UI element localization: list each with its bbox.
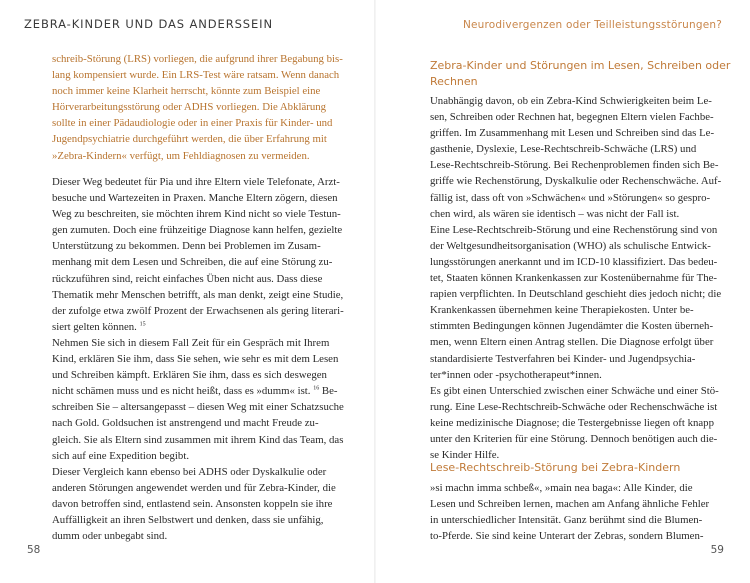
text-line: chen wird, als wären sie identisch – was nicht der Fall ist. xyxy=(430,207,680,220)
text-line: Jugendpsychiatrie durchgeführt werden, die über Erfahrung mit xyxy=(52,133,327,146)
text-line: nicht schämen muss und es nicht heißt, dass es »dumm« ist. $^{16}$ Be- xyxy=(52,385,338,398)
text-line: keine medizinische Diagnose; die Testergebnisse liegen oft knapp xyxy=(430,416,714,429)
text-line: to-Pferde. Sie sind keine Unterart der Zebras, sondern Blumen- xyxy=(430,530,704,543)
text-line: sen, Schreiben oder Rechnen hat, begegnen Eltern vielen Fachbe- xyxy=(430,111,714,124)
text-line: gen zumuten. Doch eine frühzeitige Diagnose kann helfen, gezielte xyxy=(52,224,343,237)
text-line: rückzuführen sind, reicht einfaches Üben nicht aus. Dass diese xyxy=(52,272,323,285)
text-line: stimmten Bedingungen können Jugendämter die Kosten überneh- xyxy=(430,320,714,333)
text-line: in unterschiedlicher Intensität. Ganz berühmt sind die Blumen- xyxy=(430,514,703,527)
text-line: »si machn imma schbeß«, »main nea baga«: Alle Kinder, die xyxy=(430,482,693,494)
body-text-left xyxy=(52,174,344,544)
text-line: schreiben Sie – altersangepasst – diesen Weg mit einer Schatzsuche xyxy=(52,401,344,414)
text-line: noch immer keine Klarheit herrscht, könnte zum Beispiel eine xyxy=(52,85,321,98)
text-line: und Schreiben kämpft. Erklären Sie ihm, dass es sich deswegen xyxy=(52,369,327,382)
text-line: lang kompensiert wurde. Ein LRS-Test wäre ratsam. Wenn danach xyxy=(52,69,340,82)
text-line: dumm oder unbegabt sind. xyxy=(52,530,168,543)
text-line: griffen. Im Zusammenhang mit Lesen und Schreiben sind das Le- xyxy=(430,127,715,140)
text-line: »Zebra-Kindern« verfügt, um Fehldiagnosen zu vermeiden. xyxy=(52,149,310,162)
text-line: Auffälligkeit an ihren Selbstwert und denken, dass sie unfähig, xyxy=(52,513,324,526)
page-number-right: 59 xyxy=(710,544,724,556)
text-line: siert gelten können. $^{15}$ xyxy=(52,320,146,333)
text-line: rung. Eine Lese-Rechtschreib-Schwäche oder Rechenschwäche ist xyxy=(430,400,718,413)
text-line: Dieser Vergleich kann ebenso bei ADHS oder Dyskalkulie oder xyxy=(52,465,327,478)
text-line: Unabhängig davon, ob ein Zebra-Kind Schwierigkeiten beim Le- xyxy=(430,95,712,107)
text-line: Dieser Weg bedeutet für Pia und ihre Eltern viele Telefonate, Arzt- xyxy=(52,176,340,188)
text-line: Nehmen Sie sich in diesem Fall Zeit für ein Gespräch mit Ihrem xyxy=(52,336,330,349)
text-line: menhang mit dem Lesen und Schreiben, die auf eine Störung zu- xyxy=(52,256,333,269)
text-line: sich auf eine Expedition begibt. xyxy=(52,449,190,462)
running-header-right: Neurodivergenzen oder Teilleistungsstörungen? xyxy=(462,19,722,31)
section-heading xyxy=(430,58,730,90)
text-line: Thematik mehr Menschen betrifft, als man denkt, zeigt eine Studie, xyxy=(52,288,344,301)
text-line: standardisierte Testverfahren bei Kinder- und Jugendpsychia- xyxy=(430,352,696,365)
text-line: Lese-Rechtschreib-Störung. Bei Rechenproblemen finden sich Be- xyxy=(430,159,719,172)
text-line: ter*innen oder -psychotherapeut*innen. xyxy=(430,368,602,381)
subsection-heading xyxy=(430,460,680,476)
text-line: fällig ist, dass oft von »Schwächen« und »Störungen« so gespro- xyxy=(430,191,711,204)
text-line: unter den Kriterien für eine Störung. Dennoch benötigen auch die- xyxy=(430,432,718,445)
text-line: tet, Staaten können Krankenkassen zur Kostenübernahme für The- xyxy=(430,272,718,285)
text-line: lungsstörungen anerkannt und im ICD-10 klassifiziert. Das bedeu- xyxy=(430,255,718,268)
running-header-left: ZEBRA-KINDER UND DAS ANDERSSEIN xyxy=(24,17,273,31)
highlighted-paragraph xyxy=(52,51,343,164)
text-line: se Kinder Hilfe. xyxy=(430,449,500,462)
text-line: schreib-Störung (LRS) vorliegen, die aufgrund ihrer Begabung bis- xyxy=(52,53,343,65)
text-line: Unterstützung zu bekommen. Denn bei Problemen im Zusam- xyxy=(52,240,321,253)
body-text-right xyxy=(430,93,721,463)
text-line: davon betroffen sind, entlastend sein. Ansonsten koppeln sie ihre xyxy=(52,497,333,510)
heading-line: Rechnen xyxy=(430,75,478,89)
text-line: Weg zu beschreiten, sie möchten ihrem Kind nicht so viele Testun- xyxy=(52,208,341,221)
text-line: besuche und Wartezeiten in Praxen. Manche Eltern zögern, diesen xyxy=(52,192,338,205)
text-line: Kind, erklären Sie ihm, dass Sie sehen, wie sehr es mit dem Lesen xyxy=(52,353,339,366)
text-line: Eine Lese-Rechtschreib-Störung und eine Rechenstörung sind von xyxy=(430,223,718,236)
text-line: griffe wie Rechenstörung, Dyskalkulie oder Rechenschwäche. Auf- xyxy=(430,175,722,188)
text-line: der Weltgesundheitsorganisation (WHO) als schulische Entwick- xyxy=(430,239,711,252)
text-line: der zufolge etwa zwölf Prozent der Erwachsenen als gering literari- xyxy=(52,304,344,317)
body-text-right-2 xyxy=(430,480,709,544)
heading-line: Lese-Rechtschreib-Störung bei Zebra-Kindern xyxy=(430,461,681,474)
text-line: nach Gold. Goldsuchen ist anstrengend und macht Freude zu- xyxy=(52,417,319,430)
footnote-marker: 15 xyxy=(139,321,146,328)
text-line: Es gibt einen Unterschied zwischen einer Schwäche und einer Stö- xyxy=(430,384,719,397)
text-line: rapien verpflichten. In Deutschland geschieht dies jedoch nicht; die xyxy=(430,288,722,301)
text-line: gasthenie, Dyslexie, Lese-Rechtschreib-Schwäche (LRS) und xyxy=(430,143,697,156)
text-line: anderen Störungen angewendet werden und für Zebra-Kinder, die xyxy=(52,481,336,494)
page-number-left: 58 xyxy=(27,544,41,556)
text-line: Krankenkassen übernehmen keine Therapiekosten. Unter be- xyxy=(430,304,694,317)
text-line: sollte in einer Pädaudiologie oder in einer Praxis für Kinder- und xyxy=(52,117,333,130)
text-line: gleich. Sie als Eltern sind zusammen mit ihrem Kind das Team, das xyxy=(52,433,344,446)
heading-line: Zebra-Kinder und Störungen im Lesen, Schreiben oder xyxy=(430,59,731,72)
footnote-marker: 16 xyxy=(313,385,320,392)
text-line: men, wenn Eltern einen Antrag stellen. Die Diagnose erfolgt über xyxy=(430,336,714,349)
text-line: Hörverarbeitungsstörung oder ADHS vorliegen. Die Abklärung xyxy=(52,101,327,114)
text-line: Lesen und Schreiben lernen, machen am Anfang ähnliche Fehler xyxy=(430,498,710,511)
